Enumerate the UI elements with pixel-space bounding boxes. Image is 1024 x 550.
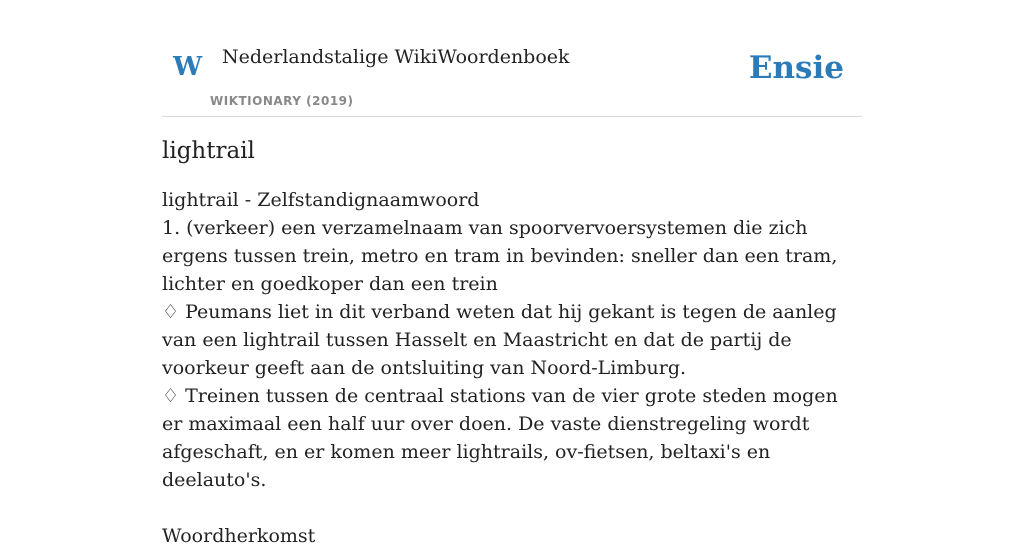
site-header [162, 0, 862, 117]
example-sentence: ♢ Peumans liet in dit verband weten dat hij gekant is tegen de aanleg van een lightrail tussen Hasselt en Maastricht en dat de partij de voorkeur geeft aan de ontsluiting van Noord-Limburg. [162, 301, 837, 379]
definition: 1. (verkeer) een verzamelnaam van spoorvervoersystemen die zich ergens tussen trein, metro en tram in bevinden: sneller dan een tram, lichter en goedkoper dan een trein [162, 217, 838, 295]
page-title: lightrail [162, 138, 255, 164]
part-of-speech-line: lightrail - Zelfstandignaamwoord [162, 189, 480, 211]
example-sentence: ♢ Treinen tussen de centraal stations van de vier grote steden mogen er maximaal een half uur over doen. De vaste dienstregeling wordt afgeschaft, en er komen meer lightrails, ov-fietsen, beltaxi's en deelauto's. [162, 385, 838, 491]
ensie-logo[interactable]: Ensie [748, 50, 844, 86]
source-title[interactable]: Nederlandstalige WikiWoordenboek [222, 46, 570, 68]
source-subtitle: WIKTIONARY (2019) [210, 94, 354, 108]
section-heading-etymology: Woordherkomst [162, 525, 316, 547]
spacer [162, 494, 862, 522]
wikipedia-logo-icon: W [173, 52, 203, 82]
entry-content [162, 138, 862, 550]
